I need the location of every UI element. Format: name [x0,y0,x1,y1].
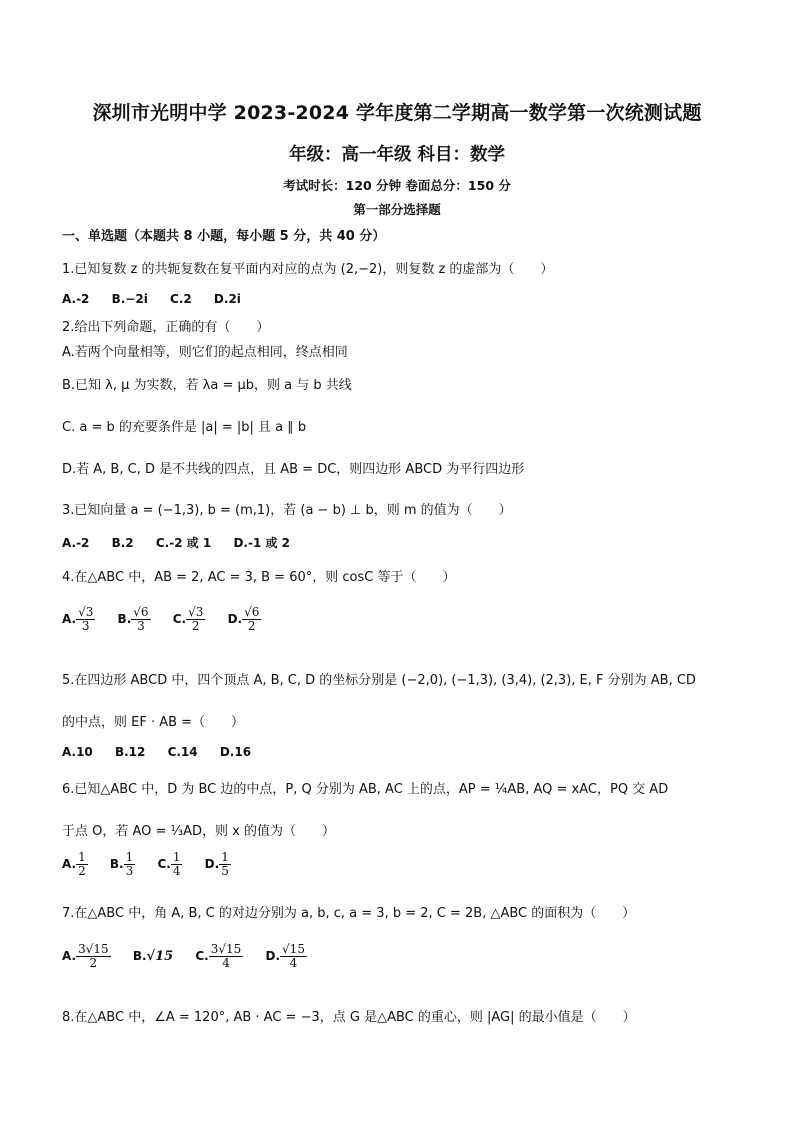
option-a: A.-2 [62,536,90,550]
option-a: A. $\frac{√3}{3}$ [62,605,94,634]
option-b: B. $\frac{√6}{3}$ [117,605,149,634]
exam-title: 深圳市光明中学 2023-2024 学年度第二学期高一数学第一次统测试题 [92,102,702,124]
question-7-options [62,943,325,970]
question-1-stem: 1.已知复数 z 的共轭复数在复平面内对应的点为 (2,−2)，则复数 z 的虚部为（ ） [62,262,554,277]
option-b: B. $\frac{1}{3}$ [109,850,134,879]
option-c: C. $\frac{3√15}{4}$ [195,942,242,971]
question-7-stem: 7.在△ABC 中，角 A, B, C 的对边分别为 a, b, c, a = 3, b = 2, C = 2B, △ABC 的面积为（ ） [62,906,636,921]
question-4-options [62,606,279,633]
option-c: C. $\frac{1}{4}$ [157,850,181,879]
option-d: D. $\frac{√15}{4}$ [265,942,305,971]
section-heading: 一、单选题（本题共 8 小题，每小题 5 分，共 40 分） [62,229,386,244]
option-d: D.16 [219,745,252,759]
part-heading: 第一部分选择题 [353,202,441,217]
option-b: B.2 [111,536,134,550]
grade-subject: 年级：高一年级 科目：数学 [288,145,506,165]
question-3-options [62,534,308,551]
question-6-stem-cont: 于点 O，若 AO = ⅓AD，则 x 的值为（ ） [62,824,336,839]
option-a: A.-2 [62,292,90,306]
option-c: C. $\frac{√3}{2}$ [172,605,204,634]
option-b: B.−2i [111,292,148,306]
question-2-option-d: D.若 A, B, C, D 是不共线的四点，且 AB = DC，则四边形 ABCD 为平行四边形 [62,462,525,477]
question-6-options [62,851,249,878]
option-d: D. $\frac{1}{5}$ [204,850,229,879]
question-1-options [62,292,259,306]
question-4-stem: 4.在△ABC 中，AB = 2, AC = 3, B = 60°，则 cosC 等于（ ） [62,570,456,585]
option-a: A. $\frac{3√15}{2}$ [62,942,109,971]
option-d: D.-1 或 2 [233,536,290,550]
question-5-stem-cont: 的中点，则 EF · AB =（ ） [62,715,245,730]
option-a: A. $\frac{1}{2}$ [62,850,86,879]
question-2-option-b: B.已知 λ, μ 为实数，若 λa = μb，则 a 与 b 共线 [62,378,352,393]
option-b: B.12 [114,745,146,759]
question-5-stem: 5.在四边形 ABCD 中，四个顶点 A, B, C, D 的坐标分别是 (−2,0), (−1,3), (3,4), (2,3), E, F 分别为 AB, CD [62,673,696,688]
option-c: C.14 [167,745,198,759]
question-2-option-a: A.若两个向量相等，则它们的起点相同，终点相同 [62,345,348,360]
question-8-stem: 8.在△ABC 中，∠A = 120°, AB · AC = −3，点 G 是△ABC 的重心，则 |AG| 的最小值是（ ） [62,1010,636,1025]
exam-info: 考试时长：120 分钟 卷面总分：150 分 [283,178,511,193]
option-c: C.2 [170,292,192,306]
option-d: D.2i [213,292,241,306]
question-2-option-c: C. a = b 的充要条件是 |a| = |b| 且 a ∥ b [62,420,307,435]
option-b: B.√15 [132,949,174,965]
question-6-stem: 6.已知△ABC 中，D 为 BC 边的中点，P, Q 分别为 AB, AC 上的点，AP = ¼AB, AQ = xAC，PQ 交 AD [62,782,669,797]
question-5-options [62,745,269,759]
option-d: D. $\frac{√6}{2}$ [227,605,260,634]
question-3-stem: 3.已知向量 a = (−1,3), b = (m,1)，若 (a − b) ⊥ b，则 m 的值为（ ） [62,503,512,518]
question-2-stem: 2.给出下列命题，正确的有（ ） [62,320,270,335]
option-c: C.-2 或 1 [155,536,212,550]
option-a: A.10 [62,745,93,759]
